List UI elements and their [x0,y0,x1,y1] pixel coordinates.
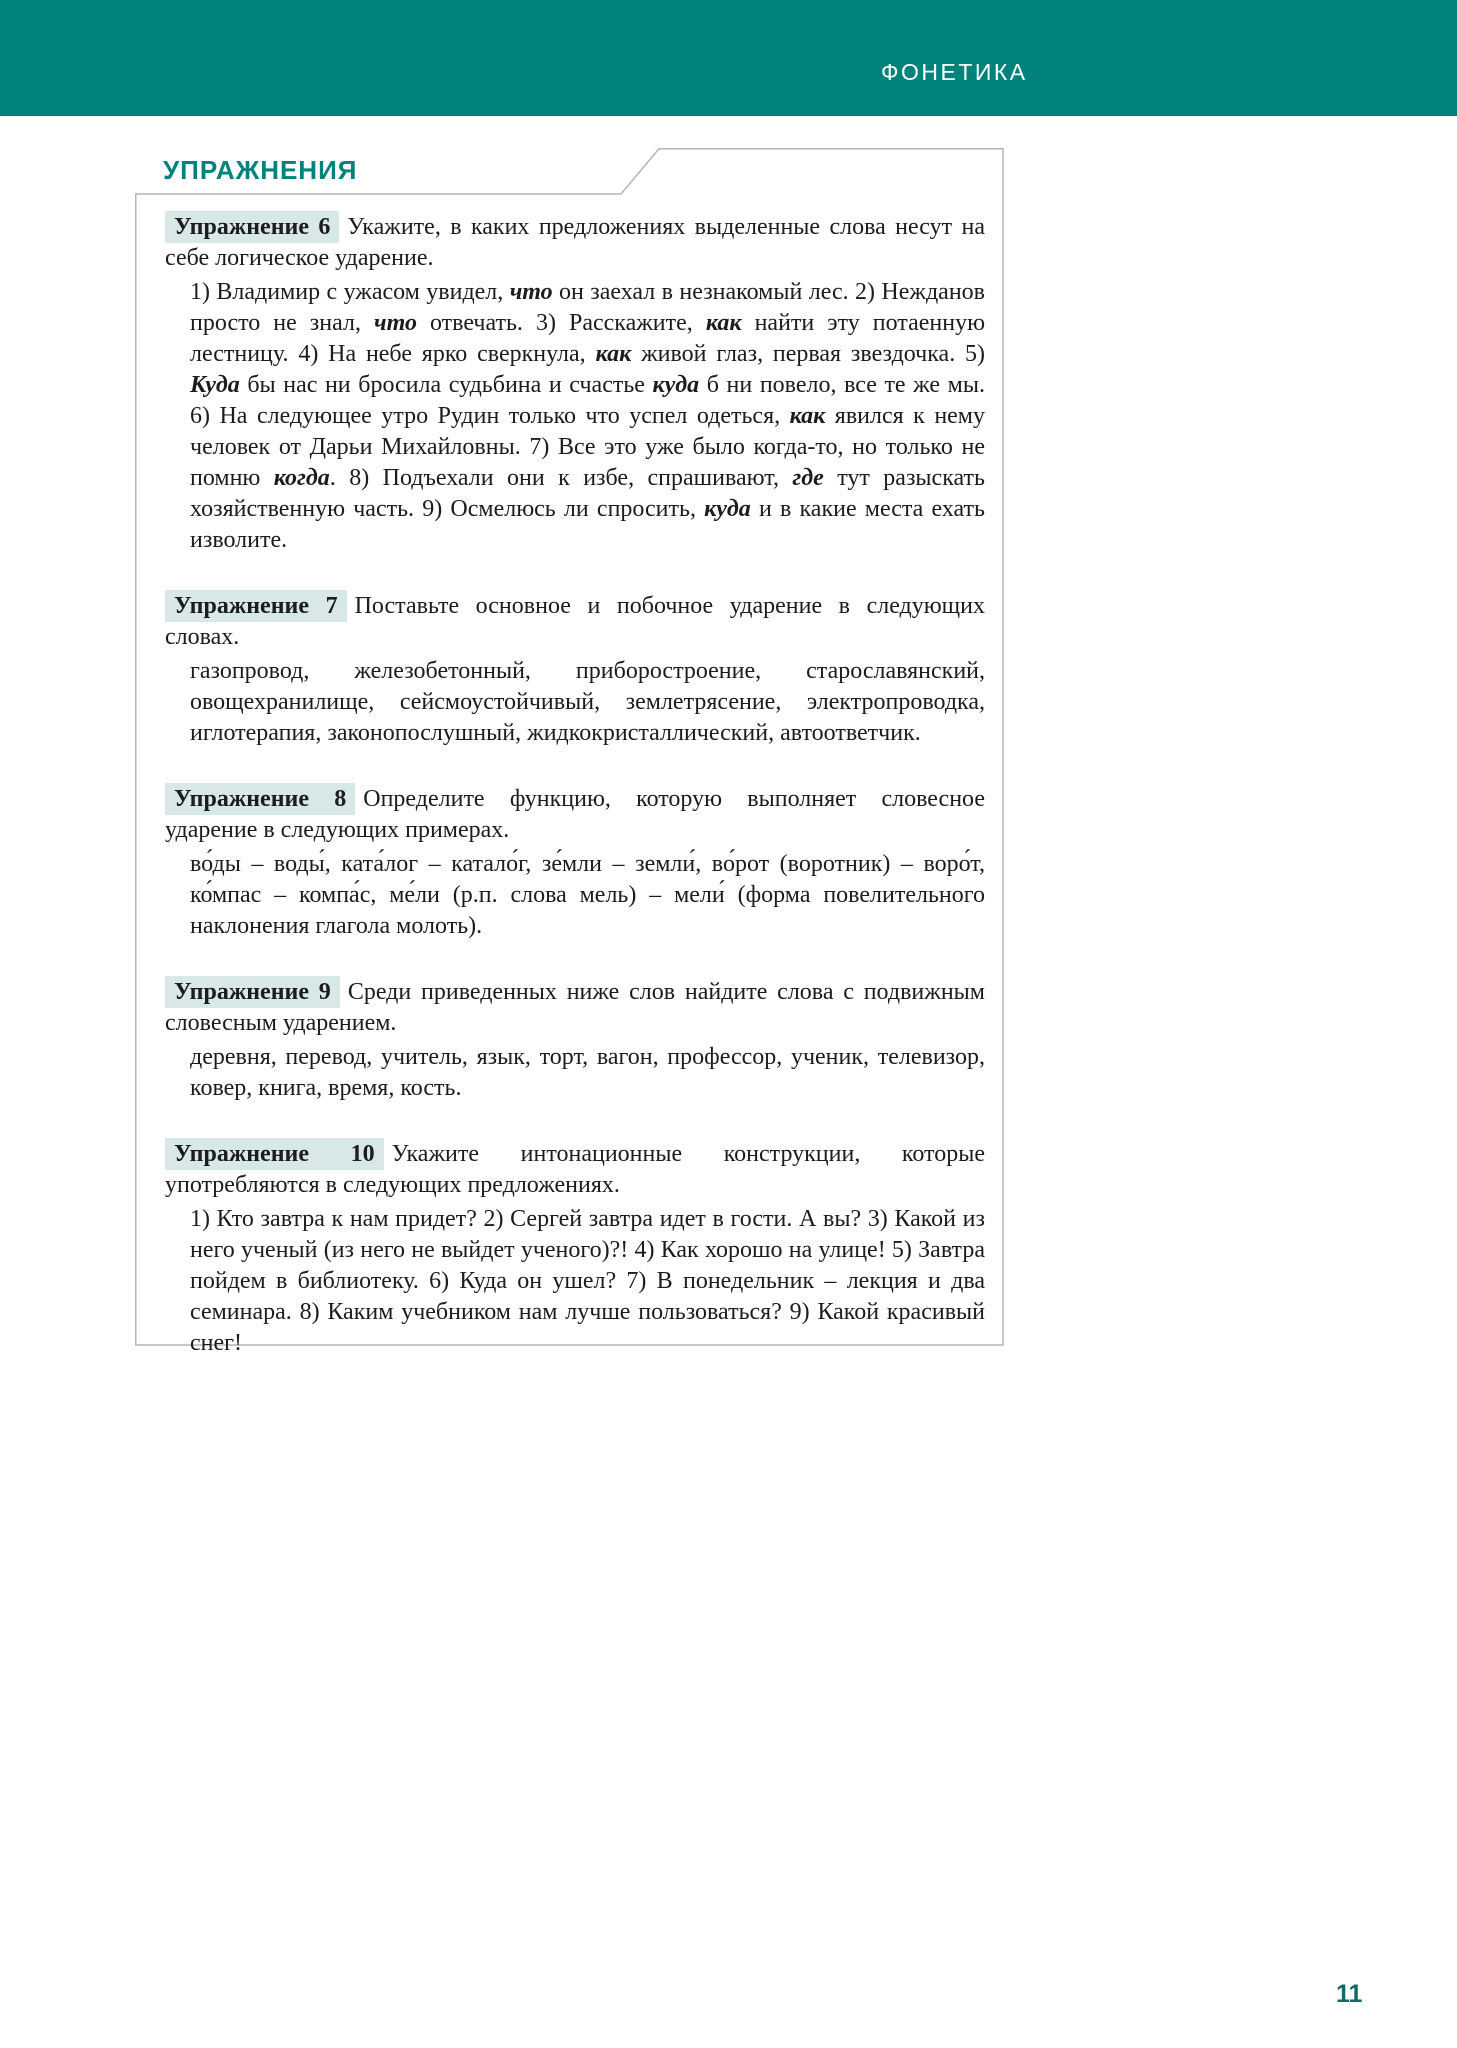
section-title: УПРАЖНЕНИЯ [163,155,358,185]
exercise-label: Упражнение 9 [165,976,340,1008]
exercise-instruction: Определите функцию, которую выполняет словесное ударение в следующих примерах. [165,786,985,843]
exercise-block-9 [165,977,985,1104]
exercise-head [165,977,985,1039]
exercise-block-7 [165,591,985,749]
exercise-block-8 [165,784,985,942]
exercise-instruction: Поставьте основное и побочное ударение в следующих словах. [165,593,985,650]
exercise-body: газопровод, железобетонный, приборостроение, старославянский, овощехранилище, сейсмоустойчивый, землетрясение, электропроводка, иглотерапия, законопослушный, жидкокристаллический, автоответчик. [190,658,985,746]
exercise-head [165,212,985,274]
exercises-content [165,212,985,1394]
chapter-title: ФОНЕТИКА [881,59,1028,85]
exercise-label: Упражнение 8 [165,783,355,815]
exercise-head [165,591,985,653]
exercise-head [165,784,985,846]
exercise-instruction: Укажите интонационные конструкции, которые употребляются в следующих предложениях. [165,1141,986,1198]
exercise-body: деревня, перевод, учитель, язык, торт, вагон, профессор, ученик, телевизор, ковер, книга, время, кость. [190,1044,985,1101]
exercise-block-6 [165,212,985,556]
chapter-header-band [0,0,1457,116]
exercise-block-10 [165,1139,985,1359]
exercise-body: во́ды – воды́, ката́лог – катало́г, зе́мли – земли́, во́рот (воротник) – воро́т, ко́мпас – компа́с, ме́ли (р.п. слова мель) – мели́ (форма повелительного наклонения глагола молоть). [190,851,985,939]
exercise-body: 1) Владимир с ужасом увидел, что он заехал в незнакомый лес. 2) Нежданов просто не знал, что отвечать. 3) Расскажите, как найти эту потаенную лестницу. 4) На небе ярко сверкнула, как живой глаз, первая звездочка. 5) Куда бы нас ни бросила судьбина и счастье куда б ни повело, все те же мы. 6) На следующее утро Рудин только что успел одеться, как явился к нему человек от Дарьи Михайловны. 7) Все это уже было когда-то, но только не помню когда. 8) Подъехали они к избе, спрашивают, где тут разыскать хозяйственную часть. 9) Осмелюсь ли спросить, куда и в какие места ехать изволите. [190,279,986,553]
exercise-label: Упражнение 7 [165,590,347,622]
exercise-label: Упражнение 6 [165,211,339,243]
exercise-instruction: Среди приведенных ниже слов найдите слова с подвижным словесным ударением. [165,979,985,1036]
page-number: 11 [1336,1980,1363,2008]
exercise-body: 1) Кто завтра к нам придет? 2) Сергей завтра идет в гости. А вы? 3) Какой из него ученый (из него не выйдет ученого)?! 4) Как хорошо на улице! 5) Завтра пойдем в библиотеку. 6) Куда он ушел? 7) В понедельник – лекция и два семинара. 8) Каким учебником нам лучше пользоваться? 9) Какой красивый снег! [190,1206,985,1356]
exercise-label: Упражнение 10 [165,1138,384,1170]
exercise-instruction: Укажите, в каких предложениях выделенные слова несут на себе логическое ударение. [165,214,985,271]
exercise-head [165,1139,985,1201]
